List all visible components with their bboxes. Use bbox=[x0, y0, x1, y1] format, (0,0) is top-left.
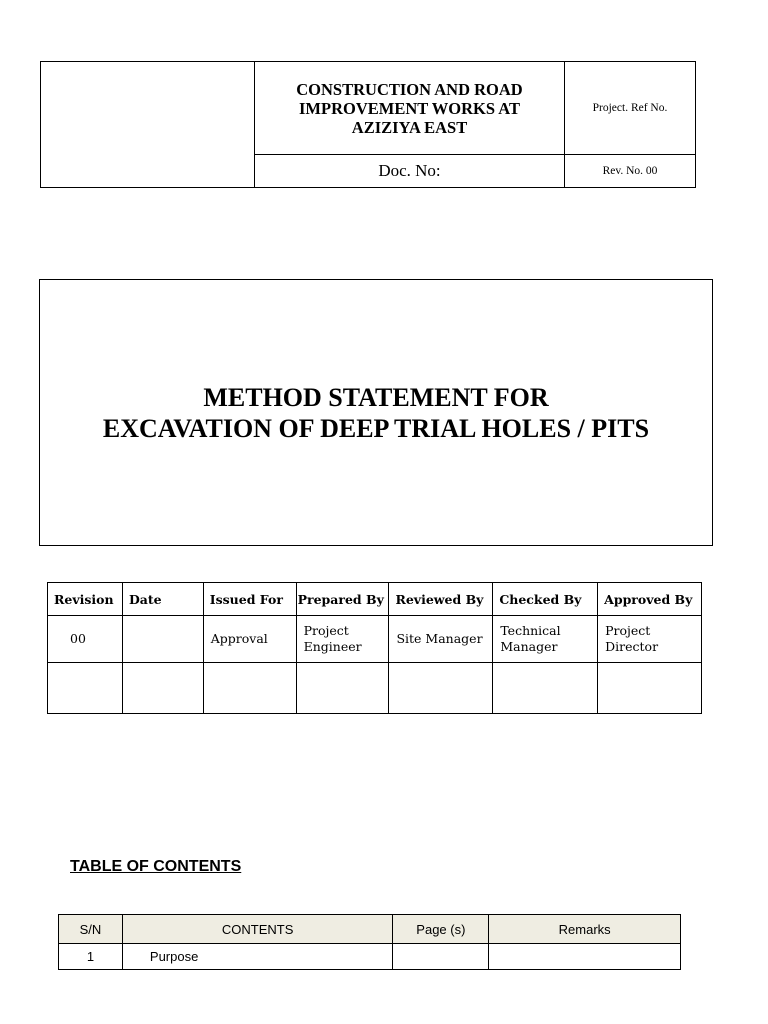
table-row bbox=[48, 663, 702, 714]
project-title-line: AZIZIYA EAST bbox=[351, 117, 468, 137]
table-cell bbox=[203, 663, 296, 714]
document-header-table bbox=[40, 61, 696, 188]
table-cell bbox=[48, 663, 123, 714]
table-cell bbox=[489, 944, 681, 970]
column-header: Reviewed By bbox=[389, 583, 493, 616]
column-header: CONTENTS bbox=[122, 915, 393, 944]
table-cell bbox=[598, 663, 702, 714]
project-title-line: IMPROVEMENT WORKS AT bbox=[299, 98, 520, 118]
column-header: Page (s) bbox=[393, 915, 489, 944]
toc-heading: TABLE OF CONTENTS bbox=[70, 858, 242, 875]
document-title-box bbox=[39, 279, 713, 546]
table-cell bbox=[122, 616, 203, 663]
column-header: Checked By bbox=[493, 583, 598, 616]
revision-header-row bbox=[48, 583, 702, 616]
doc-number-cell: Doc. No: bbox=[255, 155, 565, 188]
table-row bbox=[59, 944, 681, 970]
table-cell: Project Engineer bbox=[296, 616, 389, 663]
document-title-line: METHOD STATEMENT FOR bbox=[203, 382, 549, 412]
table-cell: Site Manager bbox=[389, 616, 493, 663]
table-cell: Approval bbox=[203, 616, 296, 663]
column-header: Remarks bbox=[489, 915, 681, 944]
logo-area bbox=[41, 62, 255, 188]
column-header: Date bbox=[122, 583, 203, 616]
table-row bbox=[48, 616, 702, 663]
table-cell: 1 bbox=[59, 944, 123, 970]
project-title bbox=[255, 62, 565, 155]
table-cell: Project Director bbox=[598, 616, 702, 663]
table-cell bbox=[393, 944, 489, 970]
column-header: Approved By bbox=[598, 583, 702, 616]
revision-number-cell: Rev. No. 00 bbox=[565, 155, 696, 188]
table-cell: Technical Manager bbox=[493, 616, 598, 663]
toc-table bbox=[58, 914, 681, 970]
table-cell: 00 bbox=[48, 616, 123, 663]
column-header: Prepared By bbox=[296, 583, 389, 616]
column-header: Revision bbox=[48, 583, 123, 616]
table-cell: Purpose bbox=[122, 944, 393, 970]
table-cell bbox=[296, 663, 389, 714]
column-header: S/N bbox=[59, 915, 123, 944]
toc-header-row bbox=[59, 915, 681, 944]
table-cell bbox=[389, 663, 493, 714]
document-title-line: EXCAVATION OF DEEP TRIAL HOLES / PITS bbox=[102, 413, 650, 443]
project-title-line: CONSTRUCTION AND ROAD bbox=[296, 79, 523, 99]
table-cell bbox=[493, 663, 598, 714]
revision-table bbox=[47, 582, 702, 714]
project-ref-cell: Project. Ref No. bbox=[565, 62, 696, 155]
table-cell bbox=[122, 663, 203, 714]
column-header: Issued For bbox=[203, 583, 296, 616]
